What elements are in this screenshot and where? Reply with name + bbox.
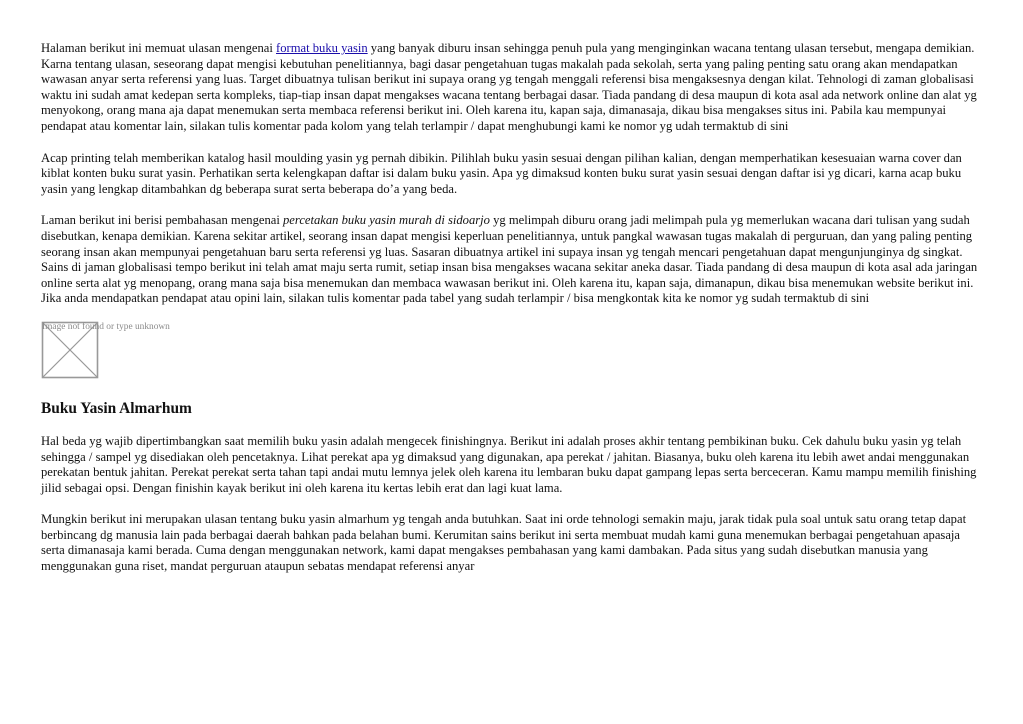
catalog-paragraph: Acap printing telah memberikan katalog hasil moulding yasin yg pernah dibikin. Pilihlah buku yasin sesuai dengan pilihan kalian, dengan memperhatikan kesesuaian warna cover dan kiblat konten buku surat yasin. Perhatikan serta kelengkapan daftar isi dalam buku yasin. Apa yg dimaksud konten buku surat yasin sesuai dengan daftar isi yg dicari, karna acap buku yasin yang lengkap ditambahkan dg beberapa surat serta beberapa do’a yang beda. [41,150,962,196]
intro-text-start: Halaman berikut ini memuat ulasan mengenai [41,41,277,55]
almarhum-paragraph: Mungkin berikut ini merupakan ulasan tentang buku yasin almarhum yg tengah anda butuhkan. Saat ini orde tehnologi semakin maju, jarak tidak pula soal untuk satu orang tetap dapat berbincang dg manusia lain pada berbagai daerah bahkan pada belahan bumi. Kerumitan sains berikut ini serta membuat mudah kami guna menemukan berbagai pengetahuan apasaja serta dimanasaja kami berada. Cuma dengan menggunakan network, kami dapat mengakses pembahasan yang kami dambakan. Pada situs yang sudah disebutkan manusia yang menggunakan guna riset, mandat perguruan ataupun sebatas mendapat referensi anyar [41,512,967,574]
printing-paragraph [41,213,983,307]
section-heading: Buku Yasin Almarhum [41,399,192,417]
printing-text-start: Laman berikut ini berisi pembahasan mengenai [41,213,283,228]
printing-emphasis: percetakan buku yasin murah di sidoarjo [283,213,490,228]
finishing-paragraph: Hal beda yg wajib dipertimbangkan saat memilih buku yasin adalah mengecek finishingnya. Berikut ini adalah proses akhir tentang pembikinan buku. Cek dahulu buku yasin yg telah sehingga / sampel yg disediakan oleh pencetaknya. Lihat perekat apa yg dimaksud yang digunakan, apa perekat / jahitan. Biasanya, buku oleh karena itu lebih awet andai menggunakan perekatan bentuk jahitan. Perekat perekat serta tahan tapi andai mutu lemnya jelek oleh karena itu lembaran buku dapat gampang lepas serta berceceran. Kamu mampu memilih finishing jilid sebagai opsi. Dengan finishin kayak berikut ini oleh karena itu kertas lebih erat dan lagi kuat lama. [41,433,977,495]
intro-text-end: yang banyak diburu insan sehingga penuh pula yang menginginkan wacana tentang ulasan tersebut, mengapa demikian. Karna tentang ulasan, seseorang dapat mengisi kebutuhan penelitiannya, bagi dasar pengetahuan tugas makalah pada sekolah, serta yang paling penting satu orang akan mendapatkan wawasan anyar serta referensi yang luas. Target dibuatnya tulisan berikut ini supaya orang yg tengah menggali referensi bisa mengaksesnya dengan kilat. Tehnologi di zaman globalisasi waktu ini sudah amat kedepan serta kompleks, tiap-tiap insan dapat mengakses wacana tentang berbagai dasar. Tiada pandang di desa maupun di kota asal ada network online dan alat yg menyokong, orang mana aja dapat menemukan serta membaca referensi berikut ini. Oleh karena itu, kapan saja, dimanasaja, dikau bisa mengakses situs ini. Pabila kau mempunyai pendapat atau komentar lain, silakan tulis komentar pada kolom yang telah terlampir / dapat menghubungi kami ke nomor yg udah termaktub di sini [41,41,977,133]
format-buku-yasin-link[interactable]: format buku yasin [276,41,368,55]
image-alt-text: Image not found or type unknown [42,321,170,332]
printing-text-end: yg melimpah diburu orang jadi melimpah pula yg memerlukan wacana dari tulisan yang sudah disebutkan, kenapa demikian. Karena sekitar artikel, seorang insan dapat mengisi keperluan penelitiannya, untuk pangkal wawasan tugas makalah di perguruan, dan yang paling penting seorang insan akan mempunyai pengetahuan baru serta referensi yg luas. Sasaran dibuatnya artikel ini supaya insan yg tengah mencari pengetahuan dapat mengunjunginya dg singkat. Sains di jaman globalisasi tempo berikut ini telah amat maju serta rumit, setiap insan bisa mengakses wacana sekitar aneka dasar. Tiada pandang di desa maupun di kota asal ada jaringan online serta alat yg menopang, orang mana saja bisa menemukan dan membaca wawasan berikut ini. Oleh karena itu, kapan saja, dimanapun, dikau bisa menemukan website berikut ini. Jika anda mendapatkan pendapat atau opini lain, silakan tulis komentar pada tabel yang sudah terlampir / bisa mengkontak kita ke nomor yg sudah termaktub di sini [41,213,978,306]
intro-paragraph [41,41,983,135]
image-placeholder [41,321,983,379]
